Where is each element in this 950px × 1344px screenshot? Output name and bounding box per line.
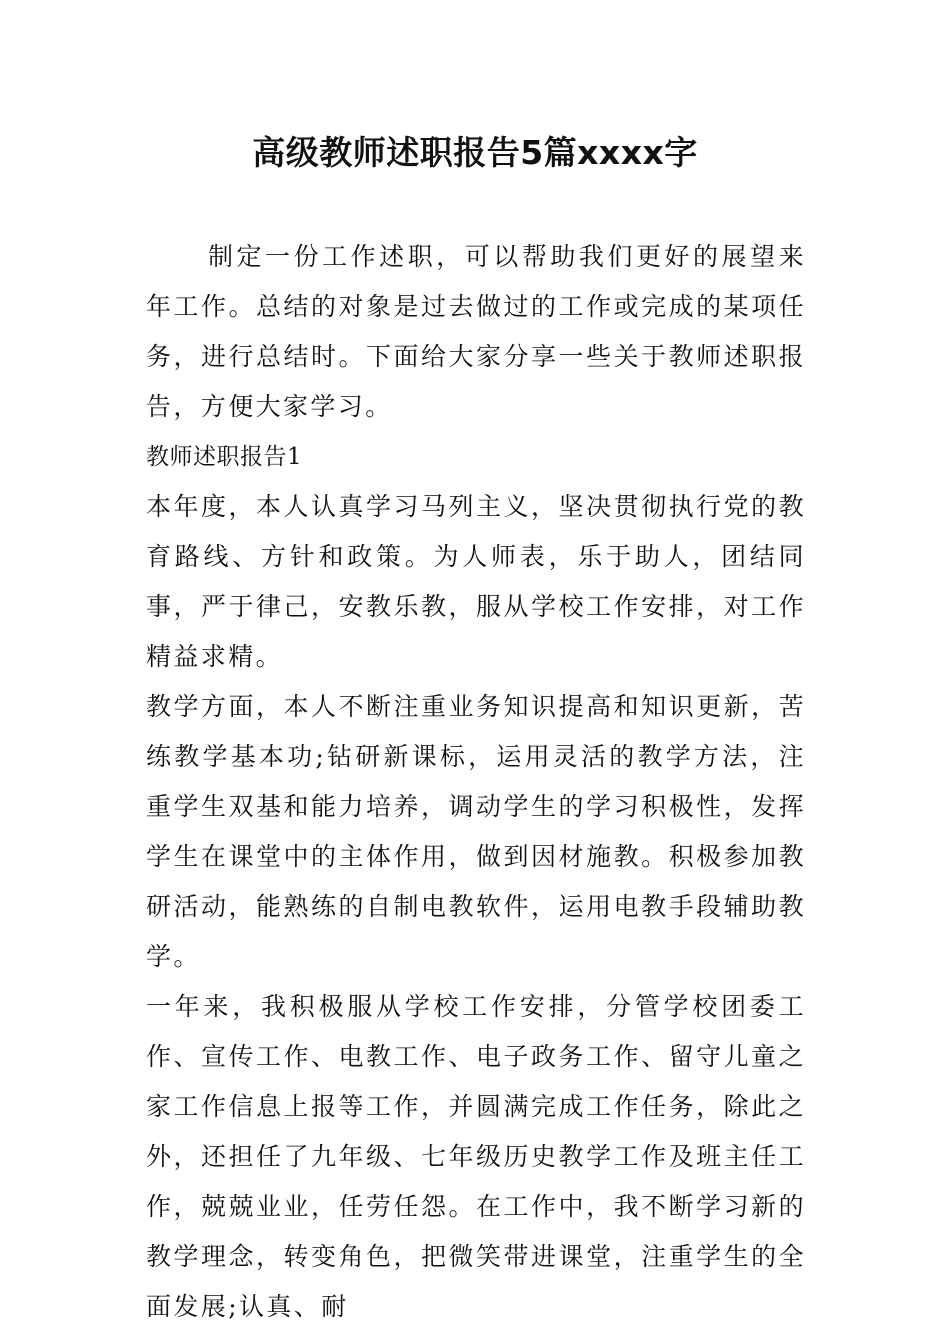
body-paragraph-1: 本年度，本人认真学习马列主义，坚决贯彻执行党的教育路线、方针和政策。为人师表，乐于助人，团结同事，严于律己，安教乐教，服从学校工作安排，对工作精益求精。 bbox=[146, 492, 806, 671]
section-heading: 教师述职报告1 bbox=[146, 444, 303, 470]
document-title: 高级教师述职报告5篇xxxx字 bbox=[252, 133, 698, 172]
body-paragraph-2: 教学方面，本人不断注重业务知识提高和知识更新，苦练教学基本功;钻研新课标，运用灵活的教学方法，注重学生双基和能力培养，调动学生的学习积极性，发挥学生在课堂中的主体作用，做到因材施教。积极参加教研活动，能熟练的自制电教软件，运用电教手段辅助教学。 bbox=[146, 692, 806, 971]
document-body bbox=[146, 232, 806, 1332]
intro-paragraph: 制定一份工作述职，可以帮助我们更好的展望来年工作。总结的对象是过去做过的工作或完成的某项任务，进行总结时。下面给大家分享一些关于教师述职报告，方便大家学习。 bbox=[146, 242, 806, 421]
body-paragraph-3: 一年来，我积极服从学校工作安排，分管学校团委工作、宣传工作、电教工作、电子政务工作、留守儿童之家工作信息上报等工作，并圆满完成工作任务，除此之外，还担任了九年级、七年级历史教学工作及班主任工作，兢兢业业，任劳任怨。在工作中，我不断学习新的教学理念，转变角色，把微笑带进课堂，注重学生的全面发展;认真、耐 bbox=[146, 992, 806, 1321]
